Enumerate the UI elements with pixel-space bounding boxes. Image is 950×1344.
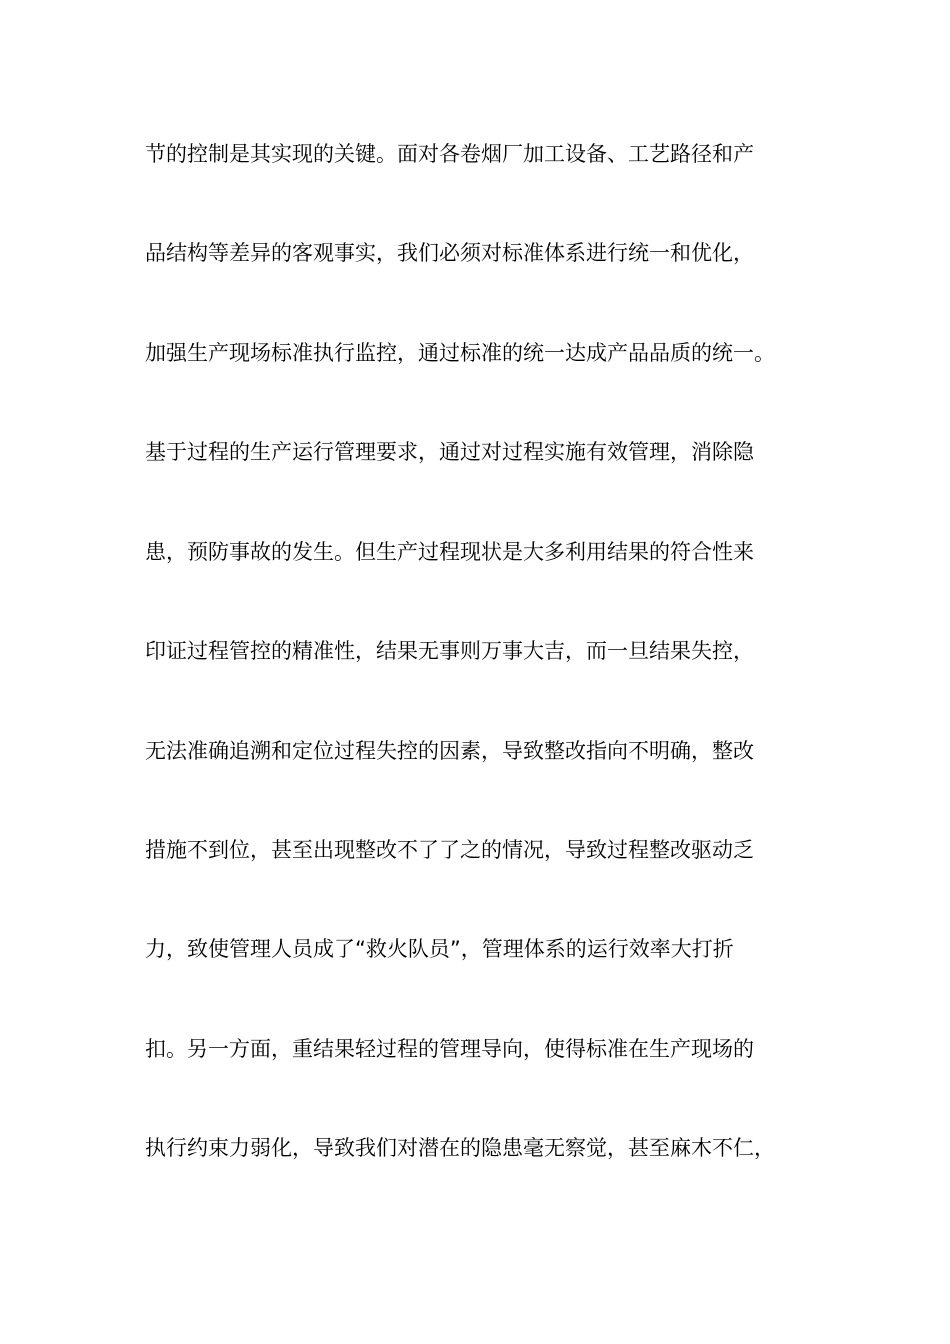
text-line: 无法准确追溯和定位过程失控的因素，导致整改指向不明确，整改 xyxy=(145,739,754,763)
text-line: 加强生产现场标准执行监控，通过标准的统一达成产品品质的统一。 xyxy=(145,341,775,365)
text-line: 品结构等差异的客观事实，我们必须对标准体系进行统一和优化， xyxy=(145,241,754,265)
text-line: 节的控制是其实现的关键。面对各卷烟厂加工设备、工艺路径和产 xyxy=(145,142,754,166)
text-line: 扣。另一方面，重结果轻过程的管理导向，使得标准在生产现场的 xyxy=(145,1037,754,1061)
text-line: 执行约束力弱化，导致我们对潜在的隐患毫无察觉，甚至麻木不仁， xyxy=(145,1136,775,1160)
text-line: 措施不到位，甚至出现整改不了了之的情况，导致过程整改驱动乏 xyxy=(145,838,754,862)
text-line: 力，致使管理人员成了“救火队员”，管理体系的运行效率大打折 xyxy=(145,937,734,961)
text-line: 基于过程的生产运行管理要求，通过对过程实施有效管理，消除隐 xyxy=(145,440,754,464)
text-line: 患，预防事故的发生。但生产过程现状是大多利用结果的符合性来 xyxy=(145,540,754,564)
text-line: 印证过程管控的精准性，结果无事则万事大吉，而一旦结果失控， xyxy=(145,639,754,663)
